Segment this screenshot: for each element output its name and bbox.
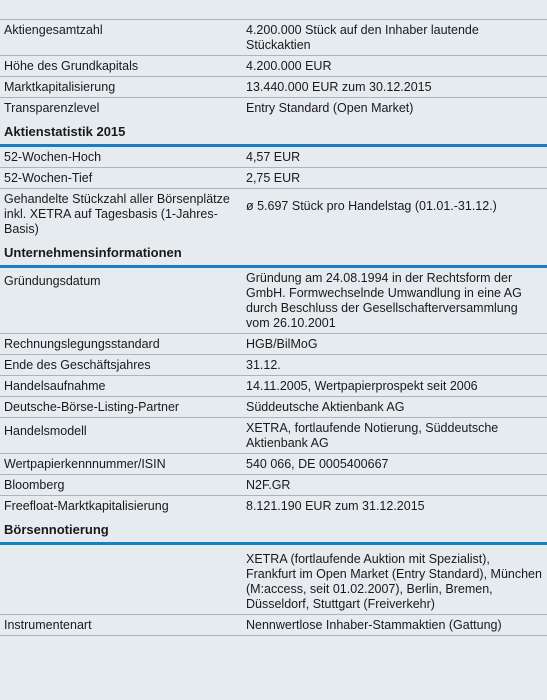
section-heading-unternehmensinformationen: Unternehmensinformationen	[0, 239, 547, 268]
row-value: HGB/BilMoG	[246, 337, 318, 351]
row-label: Deutsche-Börse-Listing-Partner	[4, 400, 180, 414]
row-label: Wertpapierkennnummer/ISIN	[4, 457, 166, 471]
table-row	[0, 545, 547, 615]
table-row	[0, 268, 547, 334]
row-label: Instrumentenart	[4, 618, 92, 632]
row-label: Handelsmodell	[4, 424, 87, 438]
table-row	[0, 454, 547, 475]
table-row	[0, 355, 547, 376]
table-row	[0, 77, 547, 98]
row-label: Gehandelte Stückzahl aller Börsenplätze inkl. XETRA auf Tagesbasis (1-Jahres-Basis)	[4, 192, 230, 236]
row-value: Gründung am 24.08.1994 in der Rechtsform der GmbH. Formwechselnde Umwandlung in eine AG durch Beschluss der Gesellschafterversammlung vom 26.10.2001	[246, 271, 522, 330]
row-label: 52-Wochen-Tief	[4, 171, 93, 185]
row-value: 540 066, DE 0005400667	[246, 457, 389, 471]
row-label: Marktkapitalisierung	[4, 80, 116, 94]
row-value: XETRA (fortlaufende Auktion mit Spezialist), Frankfurt im Open Market (Entry Standard), München (M:access, seit 01.02.2007), Berlin, Bremen, Düsseldorf, Stuttgart (Freiverkehr)	[246, 552, 542, 611]
row-label: Freefloat-Marktkapitalisierung	[4, 499, 169, 513]
table-row	[0, 615, 547, 636]
row-value: 4.200.000 EUR	[246, 59, 332, 73]
row-label: Handelsaufnahme	[4, 379, 106, 393]
row-value: XETRA, fortlaufende Notierung, Süddeutsche Aktienbank AG	[246, 421, 499, 450]
row-value: 4,57 EUR	[246, 150, 301, 164]
table-row	[0, 418, 547, 454]
row-label: Rechnungslegungsstandard	[4, 337, 160, 351]
table-row	[0, 20, 547, 56]
table-row	[0, 475, 547, 496]
row-label: Gründungsdatum	[4, 274, 101, 288]
row-label: Bloomberg	[4, 478, 65, 492]
row-value: ø 5.697 Stück pro Handelstag (01.01.-31.12.)	[246, 199, 497, 213]
row-value: 2,75 EUR	[246, 171, 301, 185]
row-value: 13.440.000 EUR zum 30.12.2015	[246, 80, 432, 94]
top-divider	[0, 0, 547, 20]
table-row	[0, 334, 547, 355]
row-label: 52-Wochen-Hoch	[4, 150, 102, 164]
table-row	[0, 147, 547, 168]
table-row	[0, 189, 547, 239]
row-value: 14.11.2005, Wertpapierprospekt seit 2006	[246, 379, 478, 393]
table-row	[0, 168, 547, 189]
row-value: 31.12.	[246, 358, 281, 372]
row-label: Höhe des Grundkapitals	[4, 59, 139, 73]
row-value: Süddeutsche Aktienbank AG	[246, 400, 405, 414]
row-label: Ende des Geschäftsjahres	[4, 358, 151, 372]
table-row	[0, 496, 547, 516]
row-value: 4.200.000 Stück auf den Inhaber lautende Stückaktien	[246, 23, 479, 52]
table-row	[0, 397, 547, 418]
row-value: 8.121.190 EUR zum 31.12.2015	[246, 499, 425, 513]
section-heading-boersennotierung: Börsennotierung	[0, 516, 547, 545]
row-label	[0, 549, 242, 614]
row-value: N2F.GR	[246, 478, 291, 492]
row-value: Entry Standard (Open Market)	[246, 101, 414, 115]
row-label: Aktiengesamtzahl	[4, 23, 103, 37]
table-row	[0, 376, 547, 397]
section-heading-aktienstatistik: Aktienstatistik 2015	[0, 118, 547, 147]
row-value: Nennwertlose Inhaber-Stammaktien (Gattung)	[246, 618, 502, 632]
table-row	[0, 98, 547, 118]
row-label: Transparenzlevel	[4, 101, 100, 115]
table-row	[0, 56, 547, 77]
